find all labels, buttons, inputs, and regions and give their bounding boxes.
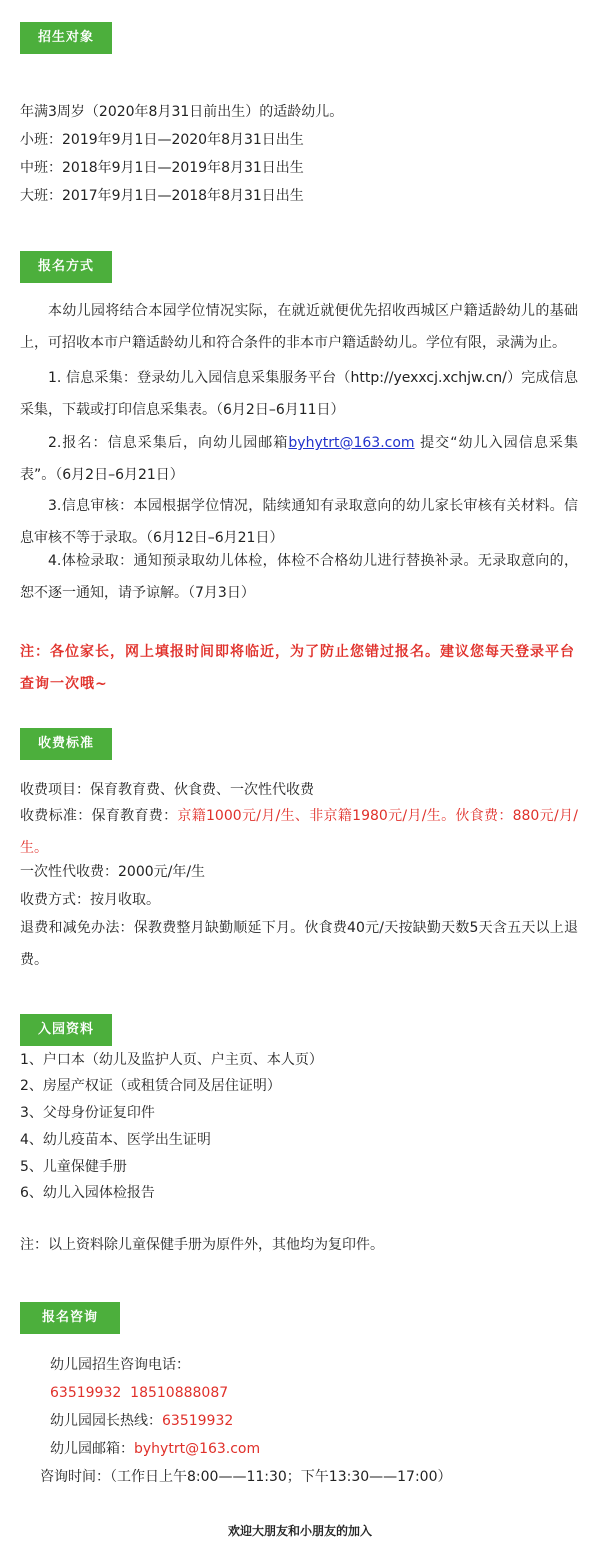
list-item: 4、幼儿疫苗本、医学出生证明 [20, 1132, 211, 1148]
registration-intro: 本幼儿园将结合本园学位情况实际，在就近就便优先招收西城区户籍适龄幼儿的基础上，可招收本市户籍适龄幼儿和符合条件的非本市户籍适龄幼儿。学位有限，录满为止。 [20, 303, 578, 351]
section-title-materials: 入园资料 [20, 1014, 112, 1046]
email-value: byhytrt@163.com [134, 1441, 261, 1457]
step2-text-after: 提交“幼儿入园信息采集表”。（6月2日–6月21日） [20, 435, 578, 483]
fee-standard-label: 收费标准：保育教育费： [20, 808, 178, 824]
list-item: 6、幼儿入园体检报告 [20, 1185, 155, 1201]
list-item: 5、儿童保健手册 [20, 1159, 127, 1175]
phone-label: 幼儿园招生咨询电话： [50, 1357, 190, 1373]
section-title-enrollment-target: 招生对象 [20, 22, 112, 54]
phone-values: 63519932 18510888087 [50, 1385, 229, 1401]
text-line: 年满3周岁（2020年8月31日前出生）的适龄幼儿。 [20, 104, 344, 120]
list-item: 3、父母身份证复印件 [20, 1105, 155, 1121]
payment-method: 收费方式：按月收取。 [20, 892, 160, 908]
step2-text: 2.报名：信息采集后，向幼儿园邮箱 [48, 435, 289, 451]
fee-standard [20, 800, 578, 864]
footer-welcome: 欢迎大朋友和小朋友的加入 [227, 1524, 372, 1538]
email-label: 幼儿园邮箱： [50, 1441, 134, 1457]
email-link[interactable]: byhytrt@163.com [288, 435, 415, 451]
text-line: 小班：2019年9月1日—2020年8月31日出生 [20, 132, 304, 148]
registration-step-1: 1. 信息采集：登录幼儿入园信息采集服务平台（http://yexxcj.xchjw.cn/）完成信息采集，下载或打印信息采集表。（6月2日–6月11日） [20, 370, 578, 418]
fee-standard-value: 京籍1000元/月/生、非京籍1980元/月/生。伙食费：880元/月/生。 [20, 808, 579, 856]
hotline [50, 1411, 580, 1431]
hotline-value: 63519932 [162, 1413, 234, 1429]
materials-note: 注：以上资料除儿童保健手册为原件外，其他均为复印件。 [20, 1237, 384, 1253]
registration-step-4: 4.体检录取：通知预录取幼儿体检，体检不合格幼儿进行替换补录。无录取意向的，恕不逐一通知，请予谅解。（7月3日） [20, 553, 578, 601]
section-title-registration: 报名方式 [20, 251, 112, 283]
one-time-fee: 一次性代收费：2000元/年/生 [20, 864, 206, 880]
list-item: 1、户口本（幼儿及监护人页、户主页、本人页） [20, 1052, 323, 1068]
fee-items: 收费项目：保育教育费、伙食费、一次性代收费 [20, 782, 314, 798]
list-item: 2、房屋产权证（或租赁合同及居住证明） [20, 1078, 281, 1094]
text-line: 大班：2017年9月1日—2018年8月31日出生 [20, 188, 304, 204]
refund-policy: 退费和减免办法：保教费整月缺勤顺延下月。伙食费40元/天按缺勤天数5天含五天以上退费。 [20, 920, 578, 968]
text-line: 中班：2018年9月1日—2019年8月31日出生 [20, 160, 304, 176]
section-title-consultation: 报名咨询 [20, 1302, 120, 1334]
hotline-label: 幼儿园园长热线： [50, 1413, 162, 1429]
registration-step-3: 3.信息审核：本园根据学位情况，陆续通知有录取意向的幼儿家长审核有关材料。信息审核不等于录取。（6月12日–6月21日） [20, 498, 578, 546]
consult-hours: 咨询时间：（工作日上午8:00——11:30；下午13:30——17:00） [40, 1469, 452, 1485]
notice-text: 注：各位家长，网上填报时间即将临近，为了防止您错过报名。建议您每天登录平台查询一次哦~ [20, 644, 575, 692]
email [50, 1439, 580, 1459]
registration-step-2 [20, 427, 578, 491]
section-title-fees: 收费标准 [20, 728, 112, 760]
